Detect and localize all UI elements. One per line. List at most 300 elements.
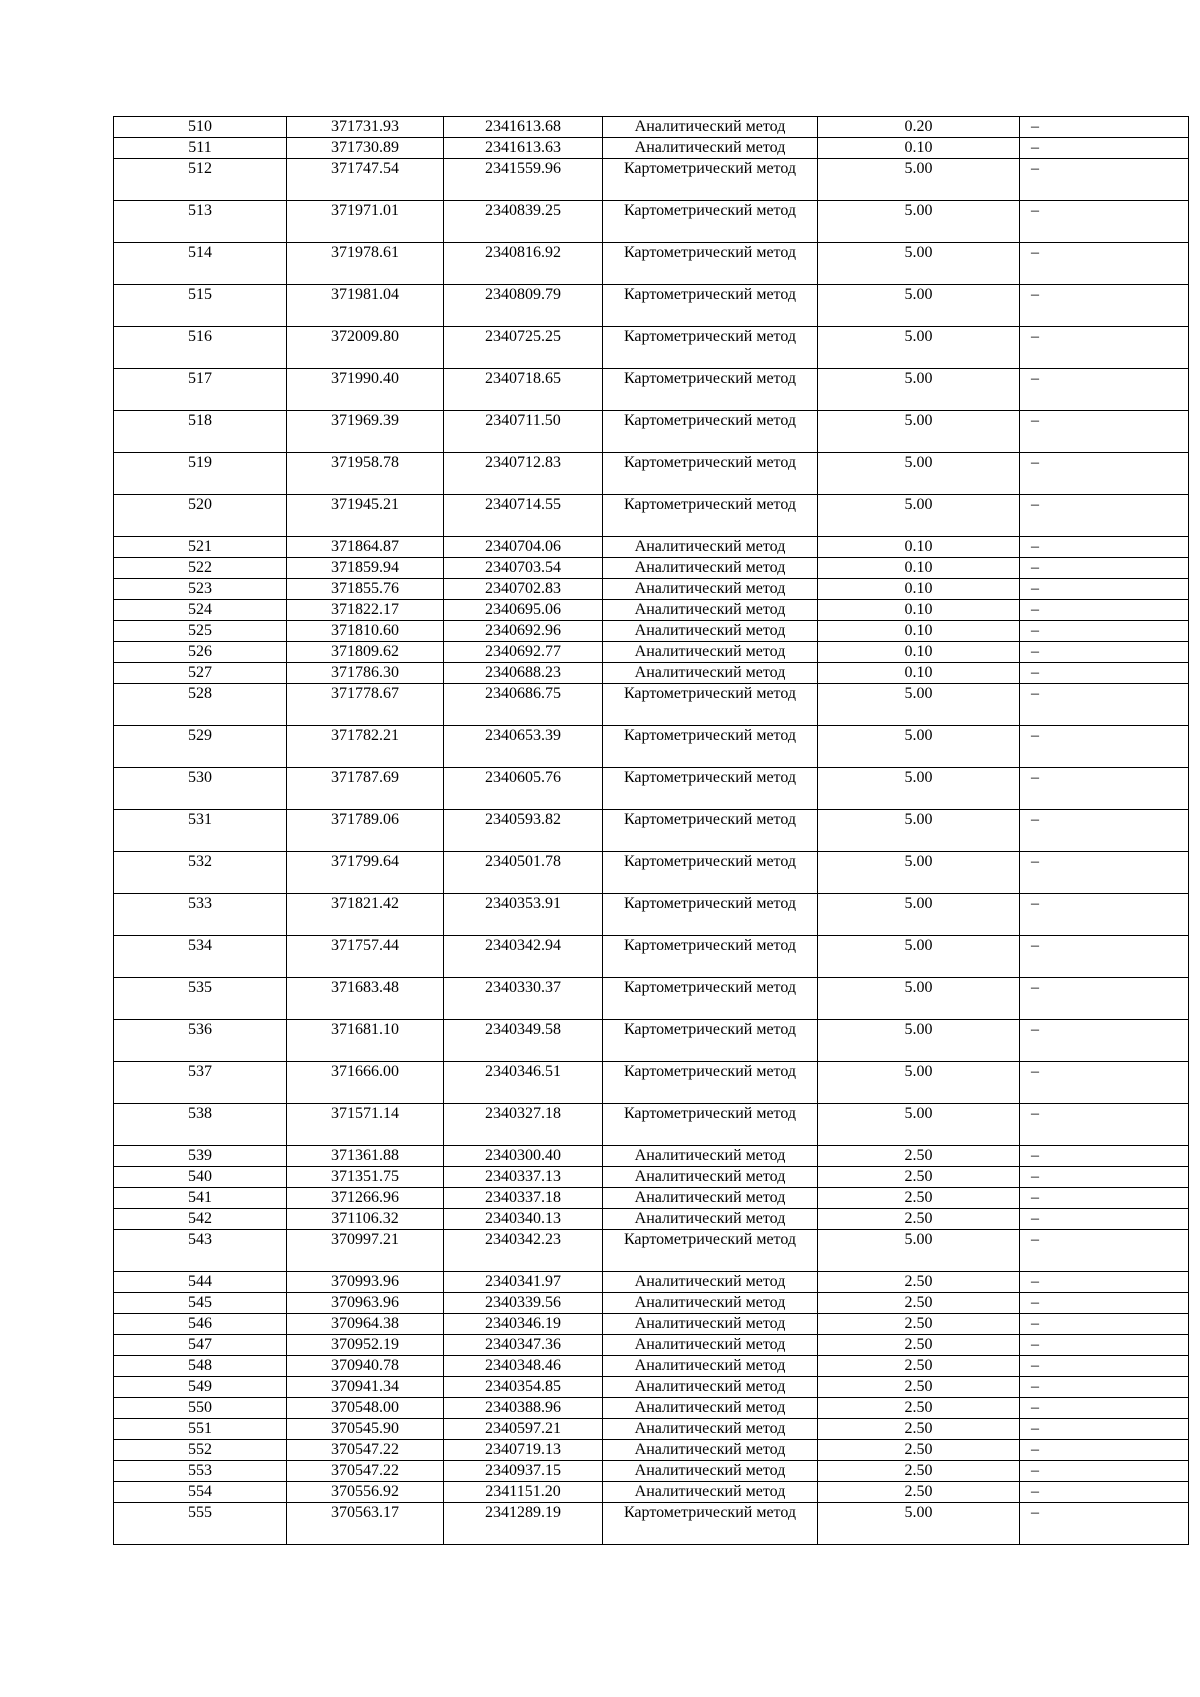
y-coordinate-cell: 2340593.82 (444, 810, 603, 852)
accuracy-cell: 5.00 (818, 1230, 1020, 1272)
x-coordinate-cell: 371351.75 (287, 1167, 444, 1188)
point-number-cell: 532 (114, 852, 287, 894)
y-coordinate-cell: 2340937.15 (444, 1461, 603, 1482)
accuracy-cell: 5.00 (818, 159, 1020, 201)
y-coordinate-cell: 2340337.18 (444, 1188, 603, 1209)
coordinates-table (113, 116, 1189, 1545)
method-cell: Картометрический метод (603, 285, 818, 327)
point-number-cell: 528 (114, 684, 287, 726)
method-cell: Аналитический метод (603, 117, 818, 138)
accuracy-cell: 5.00 (818, 411, 1020, 453)
note-cell: – (1020, 201, 1189, 243)
point-number-cell: 536 (114, 1020, 287, 1062)
note-cell: – (1020, 726, 1189, 768)
y-coordinate-cell: 2340339.56 (444, 1293, 603, 1314)
x-coordinate-cell: 370563.17 (287, 1503, 444, 1545)
table-row (114, 1272, 1189, 1293)
accuracy-cell: 2.50 (818, 1188, 1020, 1209)
note-cell: – (1020, 1356, 1189, 1377)
table-body (114, 117, 1189, 1545)
accuracy-cell: 5.00 (818, 1020, 1020, 1062)
accuracy-cell: 5.00 (818, 1503, 1020, 1545)
point-number-cell: 520 (114, 495, 287, 537)
table-row (114, 201, 1189, 243)
note-cell: – (1020, 852, 1189, 894)
table-row (114, 327, 1189, 369)
note-cell: – (1020, 1440, 1189, 1461)
accuracy-cell: 5.00 (818, 684, 1020, 726)
method-cell: Аналитический метод (603, 642, 818, 663)
table-row (114, 621, 1189, 642)
table-row (114, 1482, 1189, 1503)
table-row (114, 1356, 1189, 1377)
note-cell: – (1020, 936, 1189, 978)
method-cell: Аналитический метод (603, 1314, 818, 1335)
method-cell: Аналитический метод (603, 1188, 818, 1209)
point-number-cell: 519 (114, 453, 287, 495)
accuracy-cell: 2.50 (818, 1293, 1020, 1314)
point-number-cell: 543 (114, 1230, 287, 1272)
x-coordinate-cell: 371810.60 (287, 621, 444, 642)
y-coordinate-cell: 2340718.65 (444, 369, 603, 411)
note-cell: – (1020, 1146, 1189, 1167)
point-number-cell: 549 (114, 1377, 287, 1398)
accuracy-cell: 0.20 (818, 117, 1020, 138)
x-coordinate-cell: 370952.19 (287, 1335, 444, 1356)
point-number-cell: 552 (114, 1440, 287, 1461)
table-row (114, 936, 1189, 978)
method-cell: Аналитический метод (603, 1419, 818, 1440)
note-cell: – (1020, 453, 1189, 495)
x-coordinate-cell: 371864.87 (287, 537, 444, 558)
table-row (114, 369, 1189, 411)
x-coordinate-cell: 370547.22 (287, 1440, 444, 1461)
accuracy-cell: 0.10 (818, 579, 1020, 600)
method-cell: Картометрический метод (603, 327, 818, 369)
note-cell: – (1020, 1503, 1189, 1545)
accuracy-cell: 2.50 (818, 1377, 1020, 1398)
y-coordinate-cell: 2340816.92 (444, 243, 603, 285)
x-coordinate-cell: 371969.39 (287, 411, 444, 453)
note-cell: – (1020, 1230, 1189, 1272)
table-row (114, 1167, 1189, 1188)
accuracy-cell: 0.10 (818, 621, 1020, 642)
point-number-cell: 510 (114, 117, 287, 138)
table-row (114, 1104, 1189, 1146)
point-number-cell: 548 (114, 1356, 287, 1377)
note-cell: – (1020, 1398, 1189, 1419)
x-coordinate-cell: 371778.67 (287, 684, 444, 726)
method-cell: Аналитический метод (603, 1293, 818, 1314)
x-coordinate-cell: 370545.90 (287, 1419, 444, 1440)
point-number-cell: 523 (114, 579, 287, 600)
method-cell: Аналитический метод (603, 1209, 818, 1230)
method-cell: Картометрический метод (603, 1503, 818, 1545)
y-coordinate-cell: 2340692.96 (444, 621, 603, 642)
note-cell: – (1020, 663, 1189, 684)
accuracy-cell: 5.00 (818, 453, 1020, 495)
table-row (114, 1209, 1189, 1230)
table-row (114, 117, 1189, 138)
accuracy-cell: 0.10 (818, 600, 1020, 621)
point-number-cell: 522 (114, 558, 287, 579)
point-number-cell: 550 (114, 1398, 287, 1419)
x-coordinate-cell: 371822.17 (287, 600, 444, 621)
point-number-cell: 530 (114, 768, 287, 810)
note-cell: – (1020, 600, 1189, 621)
table-row (114, 537, 1189, 558)
point-number-cell: 527 (114, 663, 287, 684)
table-row (114, 1020, 1189, 1062)
note-cell: – (1020, 369, 1189, 411)
accuracy-cell: 2.50 (818, 1440, 1020, 1461)
table-row (114, 1440, 1189, 1461)
point-number-cell: 513 (114, 201, 287, 243)
table-row (114, 453, 1189, 495)
point-number-cell: 545 (114, 1293, 287, 1314)
note-cell: – (1020, 1188, 1189, 1209)
accuracy-cell: 5.00 (818, 1104, 1020, 1146)
x-coordinate-cell: 371681.10 (287, 1020, 444, 1062)
note-cell: – (1020, 138, 1189, 159)
note-cell: – (1020, 1314, 1189, 1335)
x-coordinate-cell: 371971.01 (287, 201, 444, 243)
point-number-cell: 511 (114, 138, 287, 159)
table-row (114, 978, 1189, 1020)
accuracy-cell: 2.50 (818, 1209, 1020, 1230)
method-cell: Картометрический метод (603, 453, 818, 495)
x-coordinate-cell: 371731.93 (287, 117, 444, 138)
table-row (114, 1377, 1189, 1398)
note-cell: – (1020, 159, 1189, 201)
point-number-cell: 515 (114, 285, 287, 327)
table-row (114, 663, 1189, 684)
x-coordinate-cell: 371787.69 (287, 768, 444, 810)
y-coordinate-cell: 2340342.94 (444, 936, 603, 978)
note-cell: – (1020, 327, 1189, 369)
note-cell: – (1020, 1272, 1189, 1293)
y-coordinate-cell: 2340719.13 (444, 1440, 603, 1461)
accuracy-cell: 0.10 (818, 138, 1020, 159)
accuracy-cell: 5.00 (818, 369, 1020, 411)
note-cell: – (1020, 1020, 1189, 1062)
x-coordinate-cell: 371730.89 (287, 138, 444, 159)
table-row (114, 810, 1189, 852)
note-cell: – (1020, 243, 1189, 285)
y-coordinate-cell: 2340341.97 (444, 1272, 603, 1293)
point-number-cell: 533 (114, 894, 287, 936)
y-coordinate-cell: 2341151.20 (444, 1482, 603, 1503)
y-coordinate-cell: 2340809.79 (444, 285, 603, 327)
method-cell: Картометрический метод (603, 978, 818, 1020)
note-cell: – (1020, 978, 1189, 1020)
note-cell: – (1020, 558, 1189, 579)
y-coordinate-cell: 2340695.06 (444, 600, 603, 621)
method-cell: Картометрический метод (603, 1020, 818, 1062)
method-cell: Картометрический метод (603, 894, 818, 936)
accuracy-cell: 5.00 (818, 1062, 1020, 1104)
accuracy-cell: 2.50 (818, 1314, 1020, 1335)
accuracy-cell: 5.00 (818, 852, 1020, 894)
table-row (114, 243, 1189, 285)
table-row (114, 1146, 1189, 1167)
method-cell: Аналитический метод (603, 1167, 818, 1188)
accuracy-cell: 2.50 (818, 1482, 1020, 1503)
y-coordinate-cell: 2340839.25 (444, 201, 603, 243)
point-number-cell: 537 (114, 1062, 287, 1104)
y-coordinate-cell: 2340349.58 (444, 1020, 603, 1062)
table-row (114, 1230, 1189, 1272)
method-cell: Аналитический метод (603, 1398, 818, 1419)
table-row (114, 894, 1189, 936)
y-coordinate-cell: 2340597.21 (444, 1419, 603, 1440)
x-coordinate-cell: 371978.61 (287, 243, 444, 285)
x-coordinate-cell: 370548.00 (287, 1398, 444, 1419)
method-cell: Аналитический метод (603, 558, 818, 579)
method-cell: Картометрический метод (603, 159, 818, 201)
table-row (114, 1398, 1189, 1419)
accuracy-cell: 5.00 (818, 936, 1020, 978)
x-coordinate-cell: 371757.44 (287, 936, 444, 978)
x-coordinate-cell: 371821.42 (287, 894, 444, 936)
point-number-cell: 514 (114, 243, 287, 285)
method-cell: Картометрический метод (603, 936, 818, 978)
point-number-cell: 526 (114, 642, 287, 663)
point-number-cell: 525 (114, 621, 287, 642)
method-cell: Картометрический метод (603, 684, 818, 726)
y-coordinate-cell: 2340353.91 (444, 894, 603, 936)
table-row (114, 768, 1189, 810)
note-cell: – (1020, 1377, 1189, 1398)
x-coordinate-cell: 371945.21 (287, 495, 444, 537)
method-cell: Картометрический метод (603, 726, 818, 768)
y-coordinate-cell: 2340337.13 (444, 1167, 603, 1188)
x-coordinate-cell: 372009.80 (287, 327, 444, 369)
table-row (114, 411, 1189, 453)
x-coordinate-cell: 371855.76 (287, 579, 444, 600)
point-number-cell: 555 (114, 1503, 287, 1545)
method-cell: Картометрический метод (603, 411, 818, 453)
accuracy-cell: 5.00 (818, 810, 1020, 852)
accuracy-cell: 5.00 (818, 495, 1020, 537)
point-number-cell: 540 (114, 1167, 287, 1188)
method-cell: Аналитический метод (603, 663, 818, 684)
accuracy-cell: 2.50 (818, 1335, 1020, 1356)
method-cell: Аналитический метод (603, 537, 818, 558)
y-coordinate-cell: 2340354.85 (444, 1377, 603, 1398)
table-row (114, 285, 1189, 327)
y-coordinate-cell: 2340330.37 (444, 978, 603, 1020)
note-cell: – (1020, 810, 1189, 852)
method-cell: Картометрический метод (603, 852, 818, 894)
note-cell: – (1020, 411, 1189, 453)
y-coordinate-cell: 2340711.50 (444, 411, 603, 453)
accuracy-cell: 0.10 (818, 537, 1020, 558)
x-coordinate-cell: 371106.32 (287, 1209, 444, 1230)
table-row (114, 1503, 1189, 1545)
method-cell: Картометрический метод (603, 1104, 818, 1146)
note-cell: – (1020, 621, 1189, 642)
table-row (114, 495, 1189, 537)
method-cell: Аналитический метод (603, 1356, 818, 1377)
accuracy-cell: 5.00 (818, 978, 1020, 1020)
point-number-cell: 524 (114, 600, 287, 621)
x-coordinate-cell: 370964.38 (287, 1314, 444, 1335)
y-coordinate-cell: 2341289.19 (444, 1503, 603, 1545)
note-cell: – (1020, 1482, 1189, 1503)
table-row (114, 1419, 1189, 1440)
y-coordinate-cell: 2340340.13 (444, 1209, 603, 1230)
x-coordinate-cell: 371571.14 (287, 1104, 444, 1146)
x-coordinate-cell: 371958.78 (287, 453, 444, 495)
point-number-cell: 538 (114, 1104, 287, 1146)
x-coordinate-cell: 370997.21 (287, 1230, 444, 1272)
y-coordinate-cell: 2340686.75 (444, 684, 603, 726)
method-cell: Аналитический метод (603, 1440, 818, 1461)
y-coordinate-cell: 2340725.25 (444, 327, 603, 369)
note-cell: – (1020, 1167, 1189, 1188)
y-coordinate-cell: 2340703.54 (444, 558, 603, 579)
x-coordinate-cell: 371786.30 (287, 663, 444, 684)
accuracy-cell: 2.50 (818, 1461, 1020, 1482)
accuracy-cell: 2.50 (818, 1272, 1020, 1293)
x-coordinate-cell: 371361.88 (287, 1146, 444, 1167)
table-row (114, 1293, 1189, 1314)
point-number-cell: 531 (114, 810, 287, 852)
x-coordinate-cell: 370963.96 (287, 1293, 444, 1314)
table-row (114, 600, 1189, 621)
y-coordinate-cell: 2340714.55 (444, 495, 603, 537)
x-coordinate-cell: 371789.06 (287, 810, 444, 852)
x-coordinate-cell: 370940.78 (287, 1356, 444, 1377)
y-coordinate-cell: 2340501.78 (444, 852, 603, 894)
accuracy-cell: 2.50 (818, 1167, 1020, 1188)
table-row (114, 1314, 1189, 1335)
point-number-cell: 544 (114, 1272, 287, 1293)
method-cell: Аналитический метод (603, 621, 818, 642)
point-number-cell: 539 (114, 1146, 287, 1167)
accuracy-cell: 0.10 (818, 663, 1020, 684)
note-cell: – (1020, 117, 1189, 138)
point-number-cell: 553 (114, 1461, 287, 1482)
point-number-cell: 554 (114, 1482, 287, 1503)
y-coordinate-cell: 2340327.18 (444, 1104, 603, 1146)
point-number-cell: 518 (114, 411, 287, 453)
accuracy-cell: 5.00 (818, 201, 1020, 243)
note-cell: – (1020, 768, 1189, 810)
table-row (114, 159, 1189, 201)
table-row (114, 138, 1189, 159)
x-coordinate-cell: 371859.94 (287, 558, 444, 579)
note-cell: – (1020, 1062, 1189, 1104)
table-row (114, 579, 1189, 600)
table-row (114, 852, 1189, 894)
accuracy-cell: 0.10 (818, 558, 1020, 579)
y-coordinate-cell: 2340388.96 (444, 1398, 603, 1419)
y-coordinate-cell: 2340704.06 (444, 537, 603, 558)
method-cell: Картометрический метод (603, 768, 818, 810)
x-coordinate-cell: 370547.22 (287, 1461, 444, 1482)
x-coordinate-cell: 370556.92 (287, 1482, 444, 1503)
y-coordinate-cell: 2340347.36 (444, 1335, 603, 1356)
note-cell: – (1020, 537, 1189, 558)
method-cell: Аналитический метод (603, 1482, 818, 1503)
table-row (114, 1188, 1189, 1209)
y-coordinate-cell: 2340688.23 (444, 663, 603, 684)
note-cell: – (1020, 1209, 1189, 1230)
method-cell: Картометрический метод (603, 810, 818, 852)
note-cell: – (1020, 285, 1189, 327)
note-cell: – (1020, 642, 1189, 663)
y-coordinate-cell: 2341613.68 (444, 117, 603, 138)
y-coordinate-cell: 2340712.83 (444, 453, 603, 495)
note-cell: – (1020, 684, 1189, 726)
table-row (114, 642, 1189, 663)
accuracy-cell: 5.00 (818, 285, 1020, 327)
point-number-cell: 547 (114, 1335, 287, 1356)
x-coordinate-cell: 371747.54 (287, 159, 444, 201)
method-cell: Картометрический метод (603, 201, 818, 243)
table-row (114, 1461, 1189, 1482)
y-coordinate-cell: 2340605.76 (444, 768, 603, 810)
note-cell: – (1020, 1419, 1189, 1440)
accuracy-cell: 2.50 (818, 1356, 1020, 1377)
accuracy-cell: 5.00 (818, 768, 1020, 810)
x-coordinate-cell: 371782.21 (287, 726, 444, 768)
note-cell: – (1020, 579, 1189, 600)
method-cell: Картометрический метод (603, 369, 818, 411)
method-cell: Картометрический метод (603, 243, 818, 285)
method-cell: Аналитический метод (603, 579, 818, 600)
point-number-cell: 512 (114, 159, 287, 201)
point-number-cell: 542 (114, 1209, 287, 1230)
y-coordinate-cell: 2340702.83 (444, 579, 603, 600)
point-number-cell: 516 (114, 327, 287, 369)
point-number-cell: 535 (114, 978, 287, 1020)
x-coordinate-cell: 370941.34 (287, 1377, 444, 1398)
table-row (114, 1062, 1189, 1104)
point-number-cell: 534 (114, 936, 287, 978)
note-cell: – (1020, 1335, 1189, 1356)
x-coordinate-cell: 371683.48 (287, 978, 444, 1020)
y-coordinate-cell: 2340346.19 (444, 1314, 603, 1335)
note-cell: – (1020, 894, 1189, 936)
method-cell: Аналитический метод (603, 600, 818, 621)
method-cell: Картометрический метод (603, 495, 818, 537)
y-coordinate-cell: 2341613.63 (444, 138, 603, 159)
accuracy-cell: 2.50 (818, 1146, 1020, 1167)
note-cell: – (1020, 1104, 1189, 1146)
method-cell: Аналитический метод (603, 1335, 818, 1356)
x-coordinate-cell: 371266.96 (287, 1188, 444, 1209)
method-cell: Картометрический метод (603, 1062, 818, 1104)
accuracy-cell: 5.00 (818, 894, 1020, 936)
table-row (114, 1335, 1189, 1356)
y-coordinate-cell: 2340348.46 (444, 1356, 603, 1377)
y-coordinate-cell: 2340346.51 (444, 1062, 603, 1104)
note-cell: – (1020, 1293, 1189, 1314)
table-row (114, 558, 1189, 579)
x-coordinate-cell: 371981.04 (287, 285, 444, 327)
x-coordinate-cell: 370993.96 (287, 1272, 444, 1293)
x-coordinate-cell: 371666.00 (287, 1062, 444, 1104)
y-coordinate-cell: 2340300.40 (444, 1146, 603, 1167)
note-cell: – (1020, 1461, 1189, 1482)
accuracy-cell: 5.00 (818, 726, 1020, 768)
accuracy-cell: 0.10 (818, 642, 1020, 663)
note-cell: – (1020, 495, 1189, 537)
point-number-cell: 529 (114, 726, 287, 768)
